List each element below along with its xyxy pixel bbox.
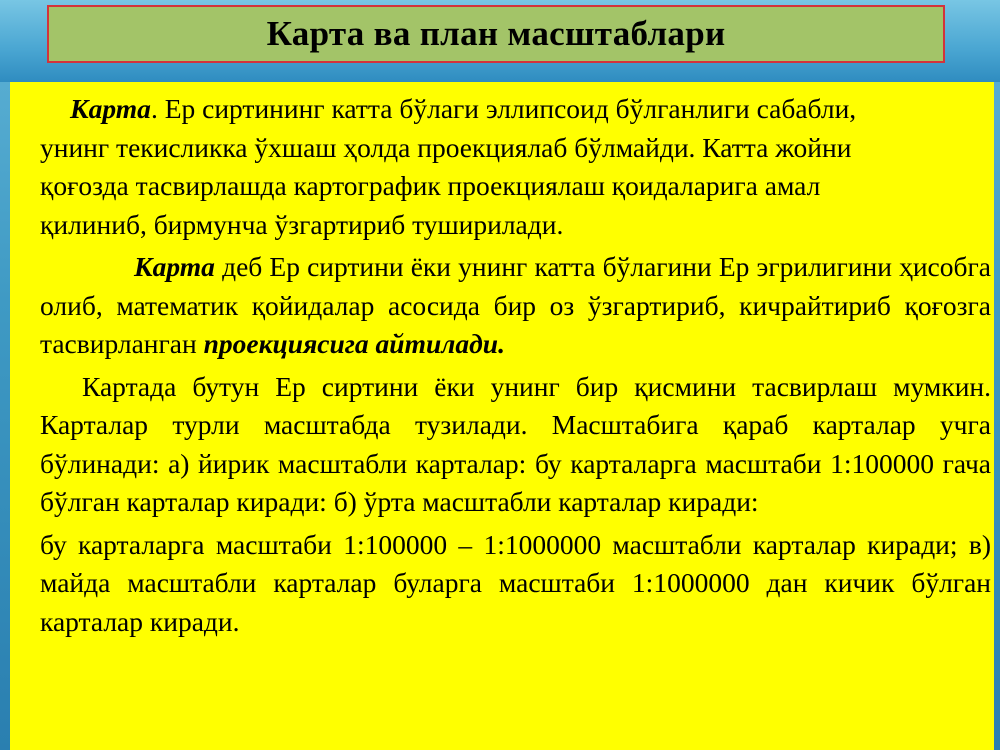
paragraph-map-scales: [40, 368, 991, 522]
paragraph-3-text: Картада бутун Ер сиртини ёки унинг бир қисмини тасвирлаш мумкин. Карталар турли масштабда тузилади. Масштабига қараб карталар учга бўлинади: а) йирик масштабли карталар: бу карталарга масштаби 1:100000 гача бўлган карталар киради: б) ўрта масштабли карталар киради:: [40, 370, 991, 517]
paragraph-map-projection: [40, 248, 991, 364]
paragraph-2-text: деб Ер сиртини ёки унинг катта бўлагини Ер эгрилигини ҳисобга олиб, математик қойидалар асосида бир оз ўзгартириб, кичрайтириб қоғозга тасвирланган: [40, 251, 991, 359]
paragraph-1-text: . Ер сиртининг катта бўлаги эллипсоид бўлганлиги сабабли, унинг текисликка ўхшаш ҳолда проекциялаб бўлмайди. Катта жойни қоғозда тасвирлашда картографик проекциялаш қоидаларига амал қилиниб, бирмунча ўзгартириб туширилади.: [40, 93, 857, 240]
title-box: [47, 5, 945, 63]
term-karta-2: Карта: [134, 251, 215, 282]
slide-title: Карта ва план масштаблари: [266, 14, 726, 53]
paragraph-4-text: бу карталарга масштаби 1:100000 – 1:1000000 масштабли карталар киради; в) майда масштабли карталар буларга масштаби 1:1000000 дан кичик бўлган карталар киради.: [40, 528, 991, 637]
paragraph-map-definition: [40, 90, 931, 244]
content-area: [10, 82, 994, 750]
paragraph-scale-ranges: [40, 526, 991, 642]
term-karta: Карта: [70, 93, 151, 124]
term-projection: проекциясига айтилади.: [203, 328, 505, 359]
